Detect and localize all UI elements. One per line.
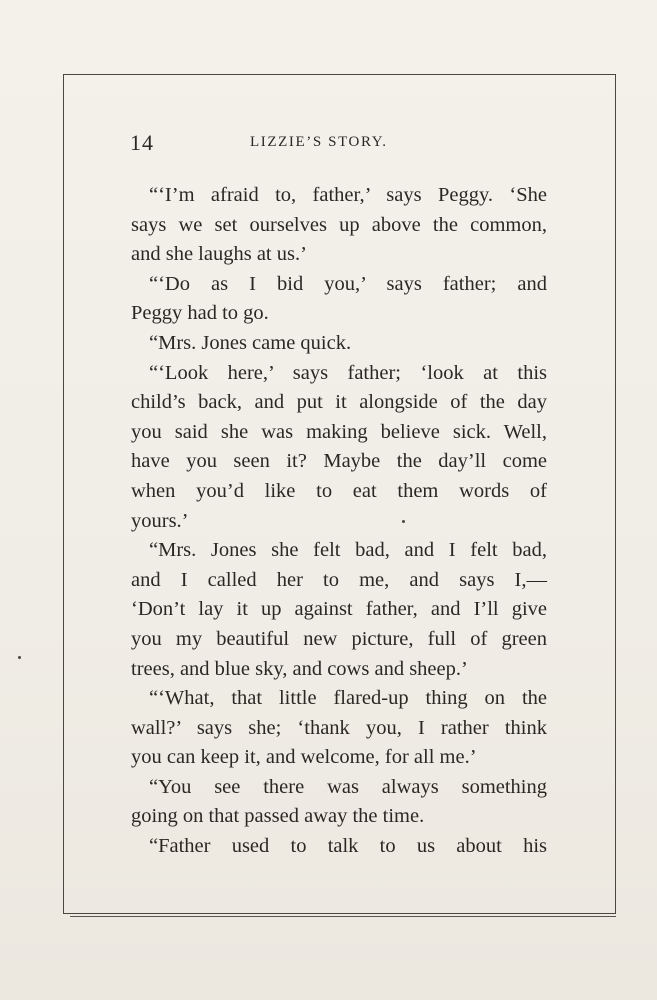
page-header [130, 130, 550, 160]
text-line: “‘Do as I bid you,’ says father; and [149, 272, 547, 295]
bottom-rule [70, 916, 616, 917]
text-line: “Father used to talk to us about his [149, 835, 547, 858]
page-number: 14 [130, 130, 154, 155]
body-text [131, 181, 547, 862]
running-head: LIZZIE’S STORY. [250, 134, 388, 150]
print-speck [18, 656, 21, 659]
text-line: going on that passed away the time. [131, 805, 425, 828]
text-line: “Mrs. Jones came quick. [149, 331, 352, 354]
text-line: “‘What, that little flared-up thing on the [149, 687, 547, 710]
text-line: when you’d like to eat them words of [131, 479, 547, 502]
text-line: ‘Don’t lay it up against father, and I’ll give [131, 598, 547, 621]
text-line: and I called her to me, and says I,— [131, 568, 547, 591]
text-line: have you seen it? Maybe the day’ll come [131, 450, 547, 473]
text-line: wall?’ says she; ‘thank you, I rather think [131, 716, 547, 739]
text-line: “You see there was always something [149, 775, 547, 798]
text-line: you my beautiful new picture, full of green [131, 627, 547, 650]
text-line: yours.’ [131, 509, 189, 532]
text-line: Peggy had to go. [131, 302, 269, 325]
text-line: and she laughs at us.’ [131, 243, 307, 266]
text-line: trees, and blue sky, and cows and sheep.’ [131, 657, 468, 680]
text-line: “‘I’m afraid to, father,’ says Peggy. ‘She [149, 184, 547, 206]
text-line: child’s back, and put it alongside of the day [131, 391, 547, 414]
text-line: you said she was making believe sick. Well, [131, 420, 547, 443]
text-line: says we set ourselves up above the common, [131, 213, 547, 236]
text-line: “Mrs. Jones she felt bad, and I felt bad, [149, 539, 547, 562]
text-line: you can keep it, and welcome, for all me.’ [131, 746, 477, 769]
print-speck [402, 520, 405, 523]
text-line: “‘Look here,’ says father; ‘look at this [149, 361, 547, 384]
